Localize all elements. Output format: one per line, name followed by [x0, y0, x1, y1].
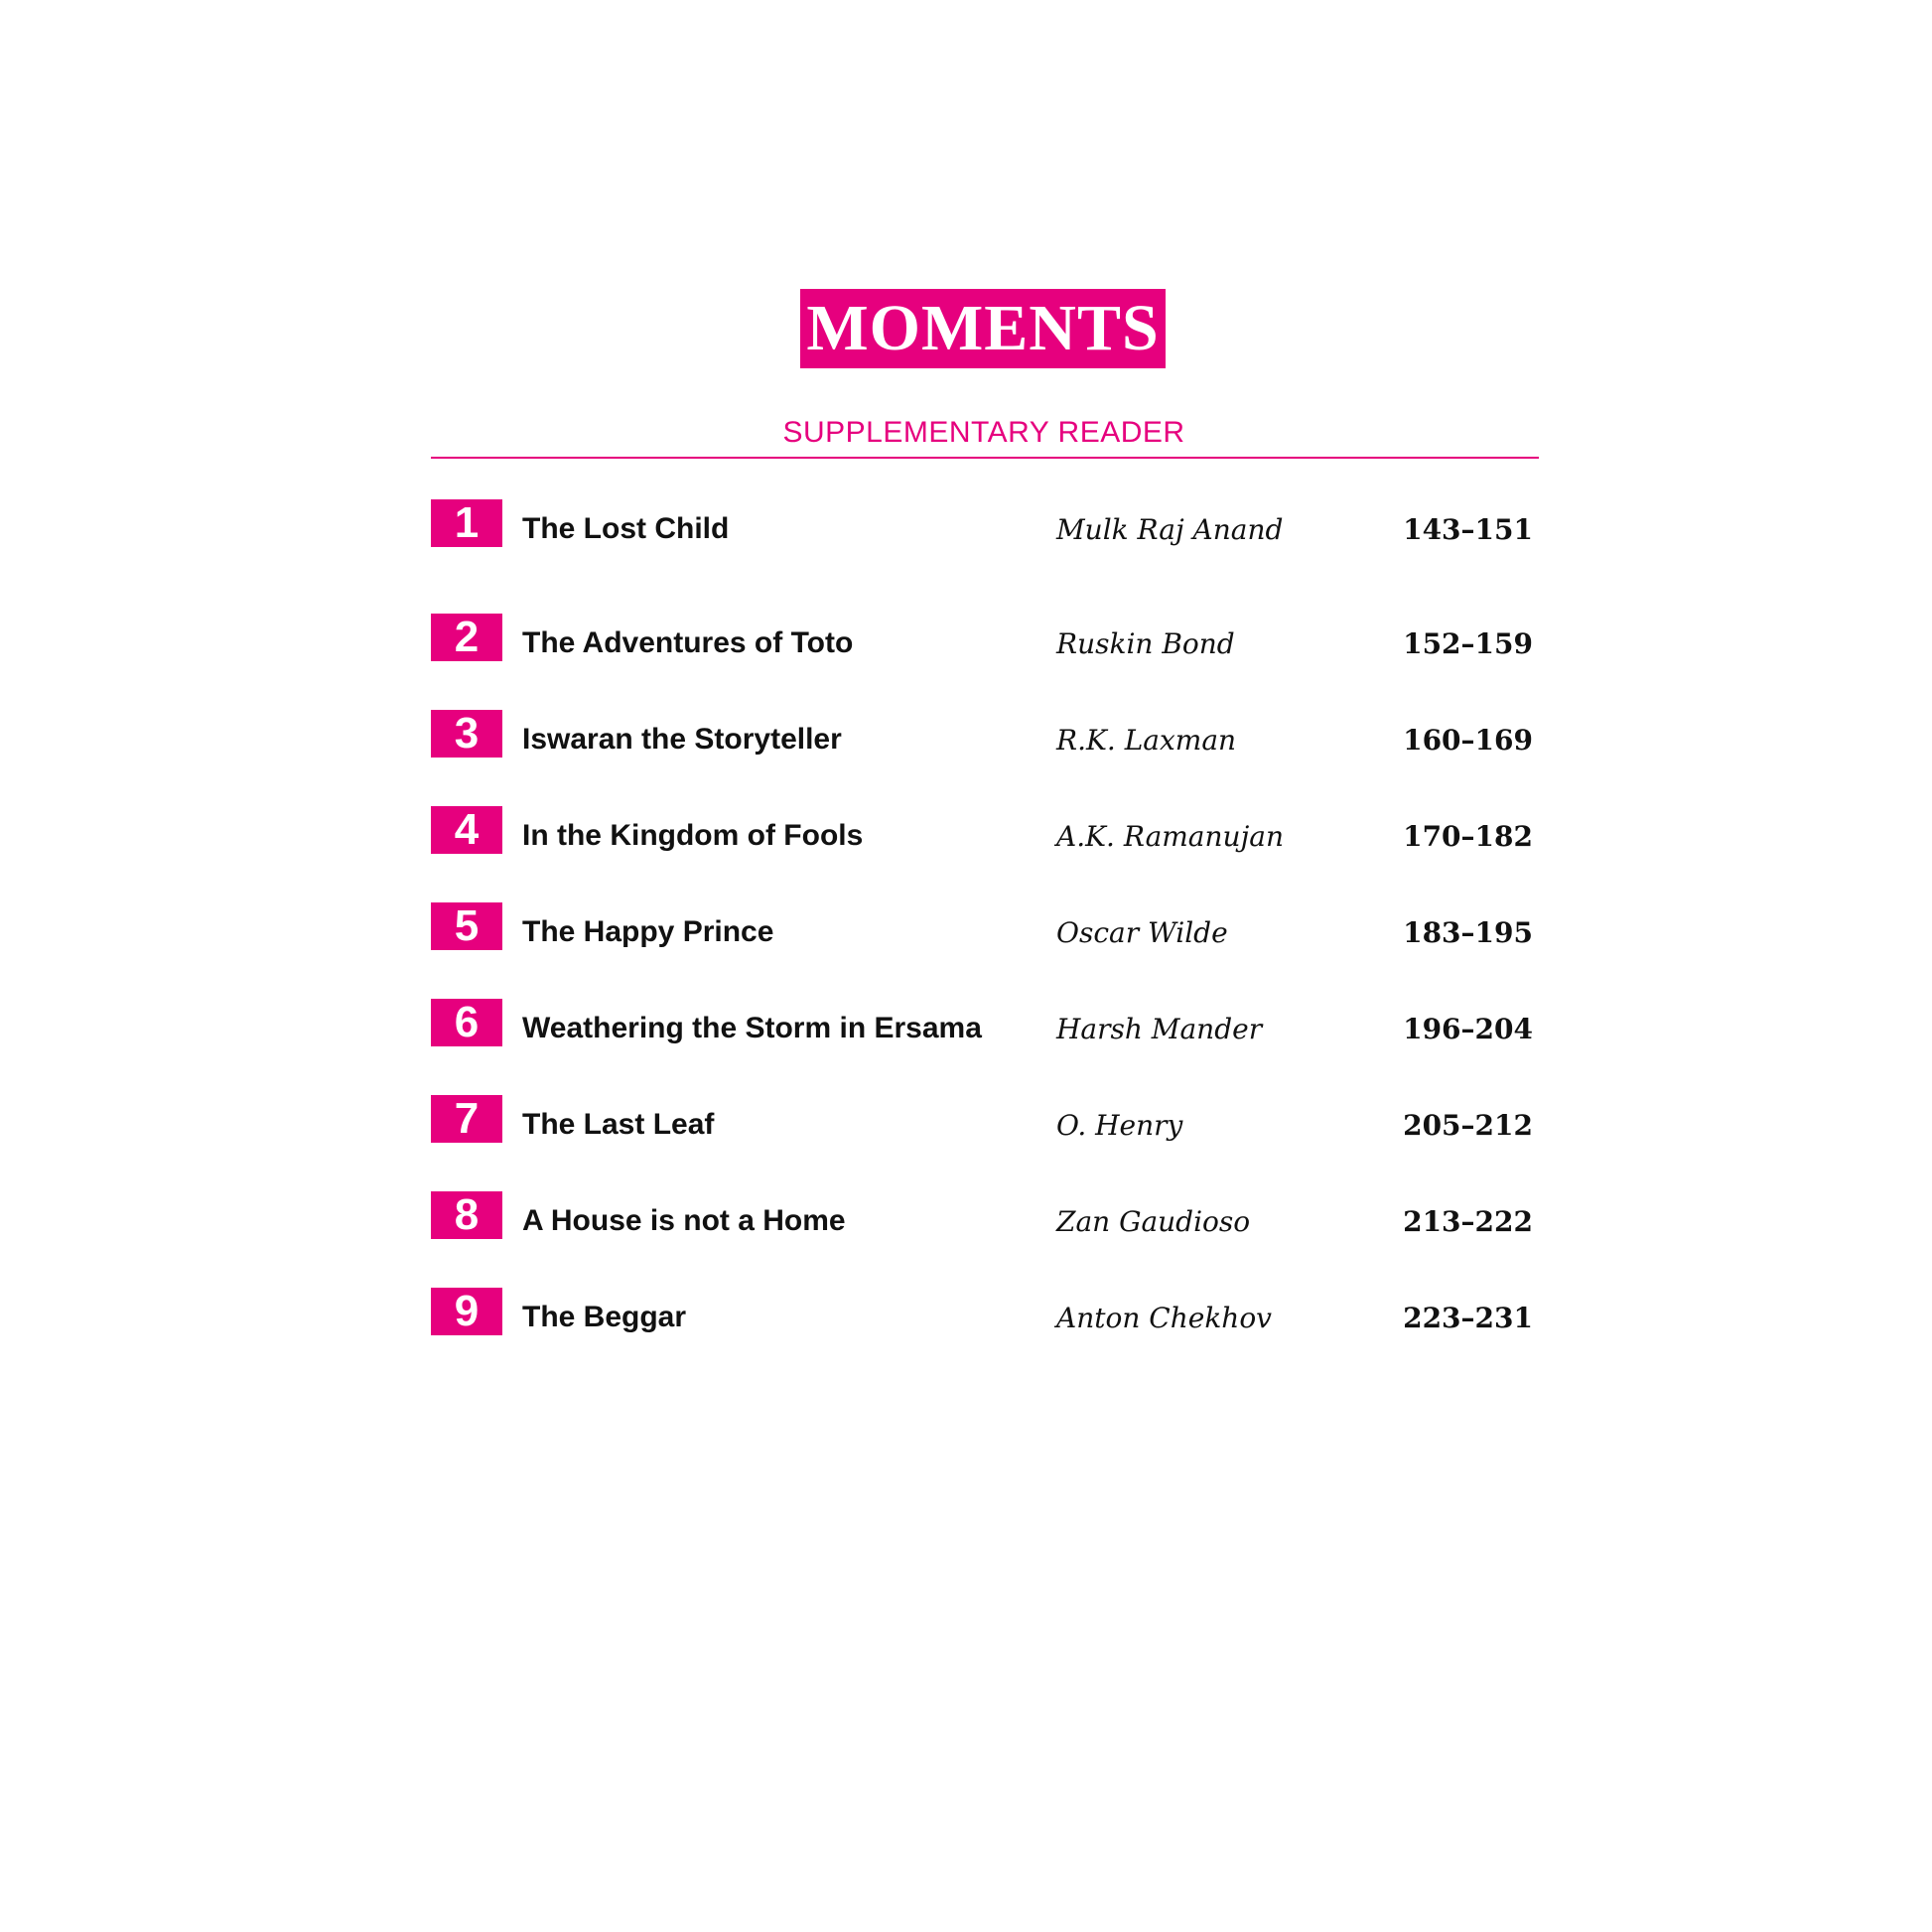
chapter-number: 8	[431, 1191, 502, 1239]
chapter-author: Zan Gaudioso	[1056, 1205, 1251, 1238]
chapter-number: 9	[431, 1288, 502, 1335]
toc-row[interactable]	[431, 710, 1539, 758]
chapter-author: Ruskin Bond	[1056, 627, 1235, 660]
chapter-pages: 196–204	[1403, 1013, 1533, 1045]
chapter-number: 2	[431, 614, 502, 661]
chapter-title[interactable]: The Beggar	[522, 1301, 687, 1333]
chapter-number: 4	[431, 806, 502, 854]
chapter-author: A.K. Ramanujan	[1056, 820, 1284, 853]
chapter-author: Harsh Mander	[1056, 1013, 1263, 1045]
header-divider	[431, 457, 1539, 459]
chapter-title[interactable]: A House is not a Home	[522, 1204, 846, 1237]
toc-row[interactable]	[431, 1191, 1539, 1239]
page-title: MOMENTS	[806, 292, 1160, 364]
chapter-number: 6	[431, 999, 502, 1046]
chapter-title[interactable]: The Happy Prince	[522, 915, 774, 948]
chapter-author: Oscar Wilde	[1056, 916, 1228, 949]
chapter-title[interactable]: The Adventures of Toto	[522, 626, 854, 659]
chapter-number: 1	[431, 499, 502, 547]
chapter-pages: 143–151	[1403, 513, 1533, 546]
chapter-title[interactable]: The Last Leaf	[522, 1108, 715, 1141]
chapter-pages: 223–231	[1403, 1302, 1533, 1334]
chapter-number: 7	[431, 1095, 502, 1143]
chapter-pages: 205–212	[1403, 1109, 1533, 1142]
chapter-author: Anton Chekhov	[1056, 1302, 1272, 1334]
chapter-pages: 152–159	[1403, 627, 1533, 660]
toc-row[interactable]	[431, 902, 1539, 950]
chapter-author: Mulk Raj Anand	[1056, 513, 1284, 546]
title-banner	[800, 289, 1166, 368]
chapter-title[interactable]: Iswaran the Storyteller	[522, 723, 842, 756]
chapter-title[interactable]: Weathering the Storm in Ersama	[522, 1012, 982, 1044]
chapter-title[interactable]: In the Kingdom of Fools	[522, 819, 864, 852]
page-subtitle: SUPPLEMENTARY READER	[782, 416, 1185, 449]
toc-row[interactable]	[431, 999, 1539, 1046]
chapter-title[interactable]: The Lost Child	[522, 512, 730, 545]
toc-row[interactable]	[431, 1288, 1539, 1335]
chapter-pages: 213–222	[1403, 1205, 1533, 1238]
chapter-number: 3	[431, 710, 502, 758]
toc-row[interactable]	[431, 614, 1539, 661]
chapter-pages: 160–169	[1403, 724, 1533, 757]
chapter-pages: 170–182	[1403, 820, 1533, 853]
toc-row[interactable]	[431, 806, 1539, 854]
toc-row[interactable]	[431, 1095, 1539, 1143]
chapter-author: R.K. Laxman	[1056, 724, 1237, 757]
toc-row[interactable]	[431, 499, 1539, 547]
chapter-pages: 183–195	[1403, 916, 1533, 949]
chapter-author: O. Henry	[1056, 1109, 1183, 1142]
chapter-number: 5	[431, 902, 502, 950]
